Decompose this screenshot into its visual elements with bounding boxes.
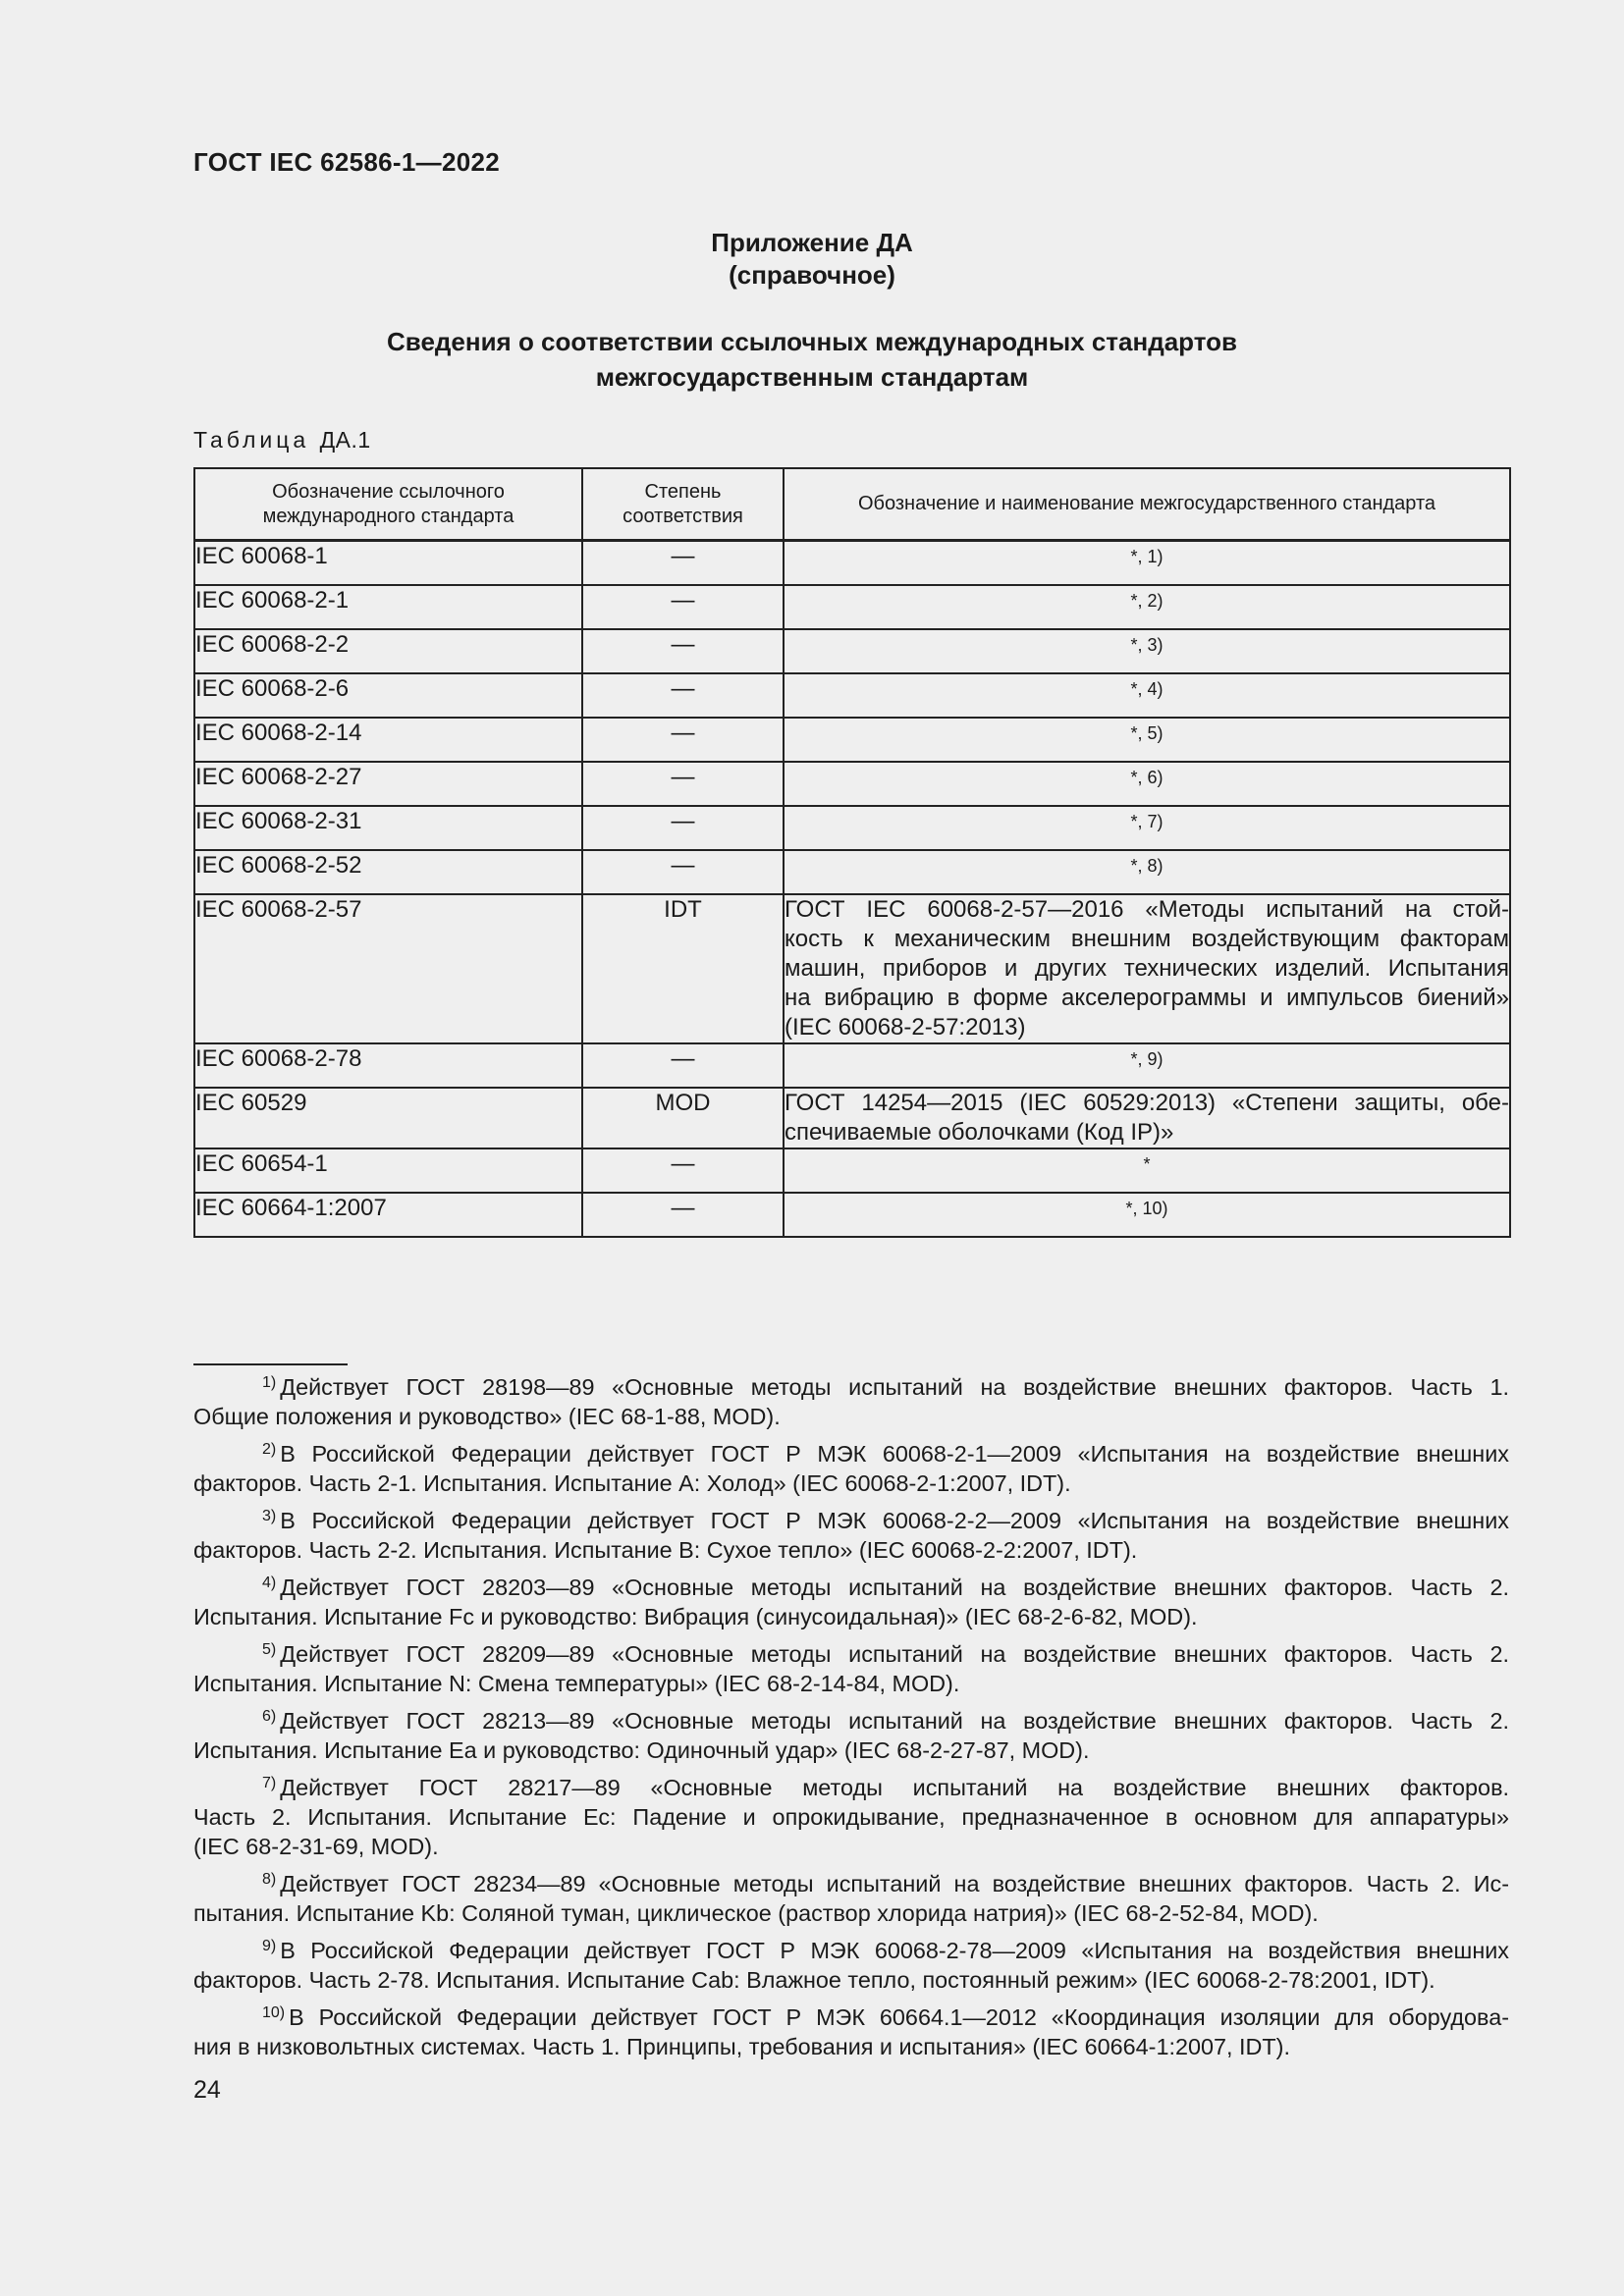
cell-standard: IEC 60068-2-78 (194, 1043, 582, 1088)
column-header-standard (194, 468, 582, 541)
footnote-ref: * (1143, 1154, 1151, 1174)
footnote-ref: *, 2) (1130, 591, 1164, 611)
footnote-line: Часть 2. Испытания. Испытание Ес: Падение и опрокидывание, предназначенное в основном для аппаратуры» (193, 1804, 1509, 1830)
designation-line: (IEC 60068-2-57:2013) (785, 1014, 1026, 1041)
footnote (193, 1773, 1509, 1861)
table-row (194, 762, 1510, 806)
footnote-line: Испытания. Испытание N: Смена температуры» (IEC 68-2-14-84, MOD). (193, 1671, 960, 1696)
cell-footnote-ref (784, 673, 1510, 718)
cell-standard: IEC 60068-2-6 (194, 673, 582, 718)
column-header-line: международного стандарта (262, 505, 514, 527)
footnote-text: Действует ГОСТ 28234—89 «Основные методы испытаний на воздействие внешних факторов. Часть 2. Ис- (280, 1871, 1509, 1896)
footnote-ref: *, 6) (1130, 768, 1164, 787)
footnote-line: ния в низковольтных системах. Часть 1. Принципы, требования и испытания» (IEC 60664-1:2007, IDT). (193, 2034, 1290, 2059)
cell-footnote-ref (784, 1193, 1510, 1237)
cell-degree: — (582, 541, 784, 586)
footnote-mark: 2) (262, 1441, 277, 1458)
column-header-degree (582, 468, 784, 541)
cell-footnote-ref (784, 541, 1510, 586)
footnote-line (193, 1573, 1509, 1602)
table-row (194, 585, 1510, 629)
cell-degree: — (582, 1193, 784, 1237)
document-code: ГОСТ IEC 62586-1—2022 (193, 147, 500, 177)
footnote-separator (193, 1363, 348, 1365)
footnote-mark: 1) (262, 1374, 277, 1391)
cell-footnote-ref (784, 585, 1510, 629)
cell-degree: — (582, 718, 784, 762)
column-header-designation: Обозначение и наименование межгосударственного стандарта (784, 468, 1510, 541)
footnote-text: Действует ГОСТ 28203—89 «Основные методы испытаний на воздействие внешних факторов. Часть 2. (280, 1575, 1509, 1600)
footnote-line: (IEC 68-2-31-69, MOD). (193, 1834, 439, 1859)
footnote-text: В Российской Федерации действует ГОСТ Р МЭК 60664.1—2012 «Координация изоляции для оборудова- (289, 2004, 1509, 2030)
footnote-ref: *, 4) (1130, 679, 1164, 699)
footnote-text: В Российской Федерации действует ГОСТ Р МЭК 60068-2-2—2009 «Испытания на воздействие внешних (280, 1508, 1509, 1533)
table-row (194, 1043, 1510, 1088)
column-header-line: Степень (644, 480, 722, 503)
footnote-mark: 8) (262, 1871, 277, 1888)
footnote-mark: 7) (262, 1775, 277, 1791)
footnote-line (193, 2002, 1509, 2032)
annex-heading (0, 324, 1624, 395)
footnote-mark: 10) (262, 2004, 286, 2021)
column-header-line: Обозначение ссылочного (272, 480, 505, 503)
footnote-text: В Российской Федерации действует ГОСТ Р МЭК 60068-2-78—2009 «Испытания на воздействия внешних (280, 1938, 1509, 1963)
footnote-line (193, 1439, 1509, 1468)
cell-standard: IEC 60068-2-2 (194, 629, 582, 673)
footnote-line: факторов. Часть 2-2. Испытания. Испытание В: Сухое тепло» (IEC 60068-2-2:2007, IDT). (193, 1537, 1138, 1563)
cell-footnote-ref (784, 850, 1510, 894)
footnote-line: факторов. Часть 2-78. Испытания. Испытание Cab: Влажное тепло, постоянный режим» (IEC 60068-2-78:2001, IDT). (193, 1967, 1435, 1993)
table-row (194, 1193, 1510, 1237)
table-row (194, 673, 1510, 718)
table-caption-word: Таблица (193, 427, 310, 453)
footnote-line (193, 1506, 1509, 1535)
table-body (194, 541, 1510, 1238)
cell-degree: MOD (582, 1088, 784, 1148)
cell-standard: IEC 60068-2-57 (194, 894, 582, 1043)
footnote-line (193, 1639, 1509, 1669)
footnote (193, 1372, 1509, 1431)
footnote-line: Испытания. Испытание Еа и руководство: Одиночный удар» (IEC 68-2-27-87, MOD). (193, 1737, 1090, 1763)
cell-degree: — (582, 1043, 784, 1088)
footnote-line: пытания. Испытание Kb: Соляной туман, циклическое (раствор хлорида натрия)» (IEC 68-2-52-84, MOD). (193, 1900, 1319, 1926)
page-number: 24 (193, 2076, 221, 2104)
table-caption (193, 427, 371, 454)
footnote-line (193, 1372, 1509, 1402)
cell-standard: IEC 60068-2-27 (194, 762, 582, 806)
table-row (194, 718, 1510, 762)
designation-line: спечиваемые оболочками (Код IP)» (785, 1119, 1174, 1146)
footnote-ref: *, 5) (1130, 723, 1164, 743)
footnote-line: Испытания. Испытание Fc и руководство: Вибрация (синусоидальная)» (IEC 68-2-6-82, MOD). (193, 1604, 1198, 1629)
footnote-text: Действует ГОСТ 28209—89 «Основные методы испытаний на воздействие внешних факторов. Часть 2. (280, 1641, 1509, 1667)
footnote-line (193, 1706, 1509, 1735)
footnote (193, 1573, 1509, 1631)
footnotes (193, 1372, 1509, 2069)
designation-line: машин, приборов и других технических изделий. Испытания (785, 955, 1509, 982)
cell-standard: IEC 60068-2-14 (194, 718, 582, 762)
table-row (194, 1088, 1510, 1148)
annex-heading-line: Сведения о соответствии ссылочных международных стандартов (387, 327, 1237, 356)
cell-degree: IDT (582, 894, 784, 1043)
footnote-text: В Российской Федерации действует ГОСТ Р МЭК 60068-2-1—2009 «Испытания на воздействие внешних (280, 1441, 1509, 1467)
footnote (193, 1706, 1509, 1765)
cell-standard: IEC 60068-2-1 (194, 585, 582, 629)
footnote-text: Действует ГОСТ 28217—89 «Основные методы испытаний на воздействие внешних факторов. (280, 1775, 1509, 1800)
footnote-line (193, 1869, 1509, 1898)
cell-footnote-ref (784, 806, 1510, 850)
footnote-ref: *, 8) (1130, 856, 1164, 876)
cell-degree: — (582, 1148, 784, 1193)
annex-subtitle: (справочное) (729, 260, 895, 290)
cell-degree: — (582, 806, 784, 850)
footnote (193, 1869, 1509, 1928)
cell-standard: IEC 60068-1 (194, 541, 582, 586)
footnote-mark: 5) (262, 1641, 277, 1658)
cell-footnote-ref (784, 1148, 1510, 1193)
footnote-ref: *, 10) (1125, 1199, 1168, 1218)
footnote-line: факторов. Часть 2-1. Испытания. Испытание А: Холод» (IEC 60068-2-1:2007, IDT). (193, 1470, 1071, 1496)
cell-degree: — (582, 762, 784, 806)
table-row (194, 850, 1510, 894)
footnote-text: Действует ГОСТ 28198—89 «Основные методы испытаний на воздействие внешних факторов. Часть 1. (280, 1374, 1509, 1400)
cell-footnote-ref (784, 1043, 1510, 1088)
table-row (194, 806, 1510, 850)
footnote-mark: 4) (262, 1575, 277, 1591)
footnote-ref: *, 3) (1130, 635, 1164, 655)
table-row (194, 629, 1510, 673)
footnote (193, 1439, 1509, 1498)
designation-line: кость к механическим внешним воздействующим факторам (785, 926, 1509, 952)
footnote-ref: *, 7) (1130, 812, 1164, 831)
cell-standard: IEC 60529 (194, 1088, 582, 1148)
cell-standard: IEC 60664-1:2007 (194, 1193, 582, 1237)
cell-footnote-ref (784, 762, 1510, 806)
footnote-mark: 3) (262, 1508, 277, 1524)
cell-degree: — (582, 850, 784, 894)
table-row (194, 541, 1510, 586)
footnote-ref: *, 9) (1130, 1049, 1164, 1069)
cell-designation (784, 1088, 1510, 1148)
table-row (194, 894, 1510, 1043)
designation-line: на вибрацию в форме акселерограммы и импульсов биений» (785, 985, 1509, 1011)
cell-footnote-ref (784, 718, 1510, 762)
footnote (193, 1936, 1509, 1995)
table-row (194, 1148, 1510, 1193)
footnote-text: Действует ГОСТ 28213—89 «Основные методы испытаний на воздействие внешних факторов. Часть 2. (280, 1708, 1509, 1734)
footnote (193, 2002, 1509, 2061)
annex-heading-line: межгосударственным стандартам (595, 362, 1029, 392)
table-header-row (194, 468, 1510, 541)
cell-designation (784, 894, 1510, 1043)
table-caption-number: ДА.1 (319, 427, 371, 453)
cell-footnote-ref (784, 629, 1510, 673)
footnote (193, 1506, 1509, 1565)
annex-title: Приложение ДА (711, 228, 913, 257)
cell-standard: IEC 60654-1 (194, 1148, 582, 1193)
cell-degree: — (582, 673, 784, 718)
footnote (193, 1639, 1509, 1698)
footnote-mark: 6) (262, 1708, 277, 1725)
footnote-mark: 9) (262, 1938, 277, 1954)
footnote-line (193, 1936, 1509, 1965)
footnote-line: Общие положения и руководство» (IEC 68-1-88, MOD). (193, 1404, 781, 1429)
cell-degree: — (582, 585, 784, 629)
cell-degree: — (582, 629, 784, 673)
designation-line: ГОСТ 14254—2015 (IEC 60529:2013) «Степени защиты, обе- (785, 1090, 1509, 1116)
cell-standard: IEC 60068-2-52 (194, 850, 582, 894)
column-header-line: соответствия (623, 505, 743, 527)
footnote-ref: *, 1) (1130, 547, 1164, 566)
cell-standard: IEC 60068-2-31 (194, 806, 582, 850)
designation-line: ГОСТ IEC 60068-2-57—2016 «Методы испытаний на стой- (785, 896, 1509, 923)
standards-table (193, 467, 1511, 1238)
footnote-line (193, 1773, 1509, 1802)
